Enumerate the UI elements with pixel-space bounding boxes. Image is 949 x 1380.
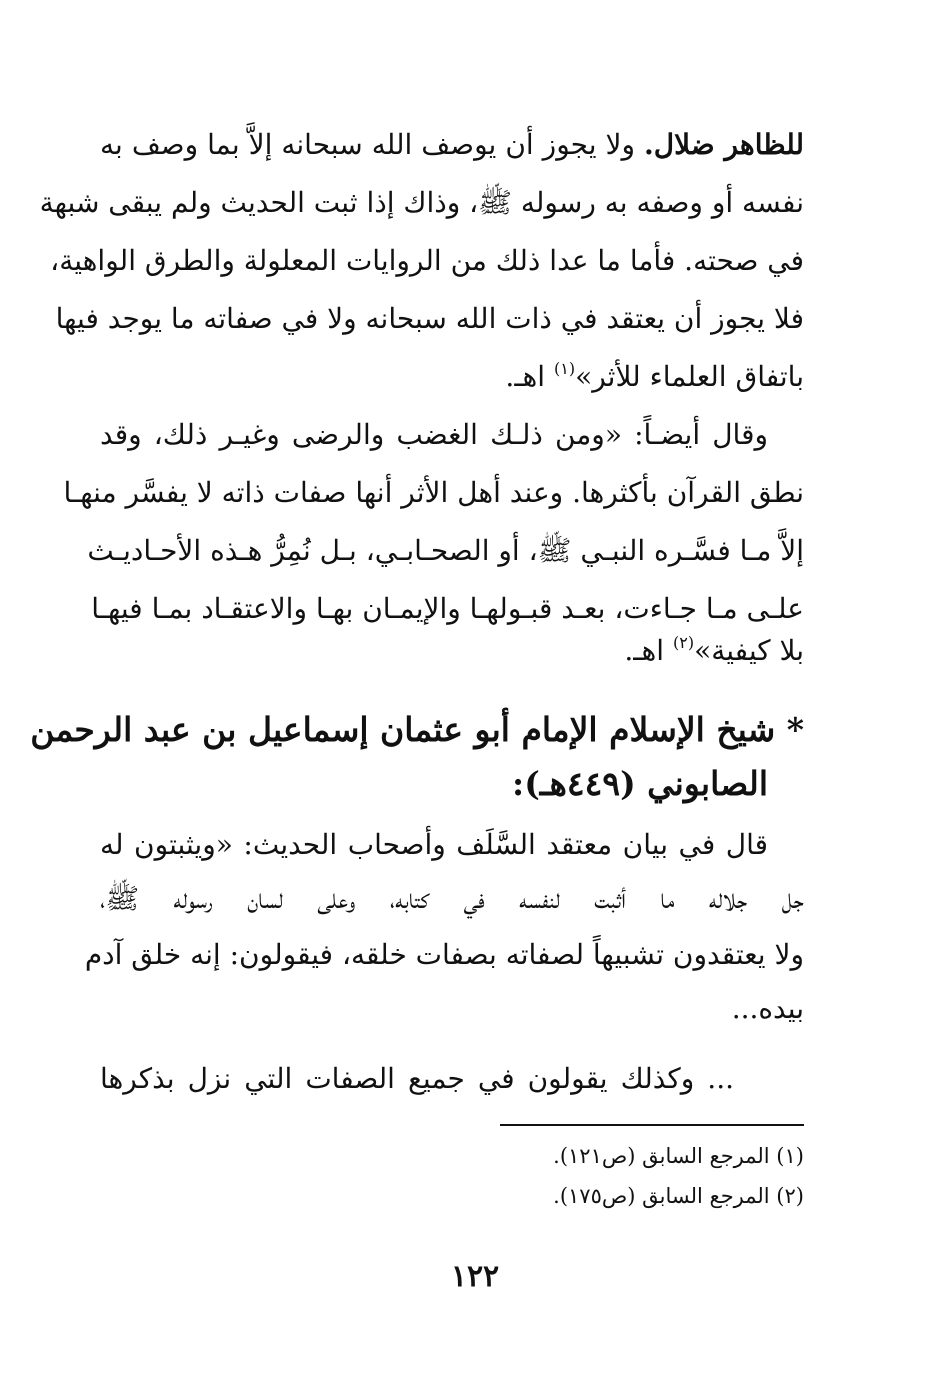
footnote-1: (١) المرجع السابق (ص١٢١). xyxy=(553,1144,804,1168)
footnote-divider xyxy=(500,1124,804,1126)
paragraph3-line4: بيده... xyxy=(731,992,804,1025)
paragraph1-line1 xyxy=(100,116,804,174)
paragraph4-line1: ... وكذلك يقولون في جميع الصفات التي نزل بذكرها xyxy=(100,1062,734,1095)
paragraph2-line4: علـى مـا جـاءت، بعـد قبـولهـا والإيمـان بهـا والاعتقـاد بمـا فيهـا xyxy=(91,592,804,625)
paragraph1-line5-text: باتفاق العلماء للأثر» xyxy=(575,360,804,393)
paragraph1-line5-end: اهـ. xyxy=(505,360,554,393)
footnote-ref-2: (٢) xyxy=(672,633,695,652)
paragraph1-line5 xyxy=(100,348,804,406)
bold-phrase: للظاهر ضلال. xyxy=(644,128,804,161)
paragraph3-line2: جل جلاله ما أثبت لنفسه في كتابه، وعلى لسان رسوله ﷺ، xyxy=(100,882,805,915)
paragraph2-line2: نطق القرآن بأكثرها. وعند أهل الأثر أنها صفات ذاته لا يفسَّر منهـا xyxy=(63,476,804,509)
footnote-2: (٢) المرجع السابق (ص١٧٥). xyxy=(553,1184,804,1208)
paragraph2-line5-text: بلا كيفية» xyxy=(694,634,804,667)
paragraph3-line3: ولا يعتقدون تشبيهاً لصفاته بصفات خلقه، فيقولون: إنه خلق آدم xyxy=(84,938,804,971)
paragraph1-line2: نفسه أو وصفه به رسوله ﷺ، وذاك إذا ثبت الحديث ولم يبقى شبهة xyxy=(39,186,804,219)
paragraph2-line1: وقال أيضـاً: «ومن ذلـك الغضب والرضى وغيـر ذلك، وقد xyxy=(100,418,768,451)
paragraph2-line3: إلاَّ مـا فسَّـره النبـي ﷺ، أو الصحـابـي، بـل نُمِرُّ هـذه الأحـاديـث xyxy=(87,534,804,567)
page-number: ١٢٢ xyxy=(450,1259,500,1294)
footnote-ref-1: (١) xyxy=(553,359,576,378)
paragraph1-line4: فلا يجوز أن يعتقد في ذات الله سبحانه ولا في صفاته ما يوجد فيها xyxy=(55,302,804,335)
paragraph2-line5-end: اهـ. xyxy=(624,634,673,667)
section-heading-line1: * شيخ الإسلام الإمام أبو عثمان إسماعيل بن عبد الرحمن xyxy=(30,710,804,749)
paragraph1-line3: في صحته. فأما ما عدا ذلك من الروايات المعلولة والطرق الواهية، xyxy=(50,244,804,277)
paragraph1-line1-rest: ولا يجوز أن يوصف الله سبحانه إلاَّ بما وصف به xyxy=(100,128,645,161)
paragraph3-line1: قال في بيان معتقد السَّلَف وأصحاب الحديث: «ويثبتون له xyxy=(100,828,768,861)
section-heading-line2: الصابوني (٤٤٩هـ): xyxy=(512,764,768,803)
paragraph2-line5 xyxy=(100,622,804,680)
